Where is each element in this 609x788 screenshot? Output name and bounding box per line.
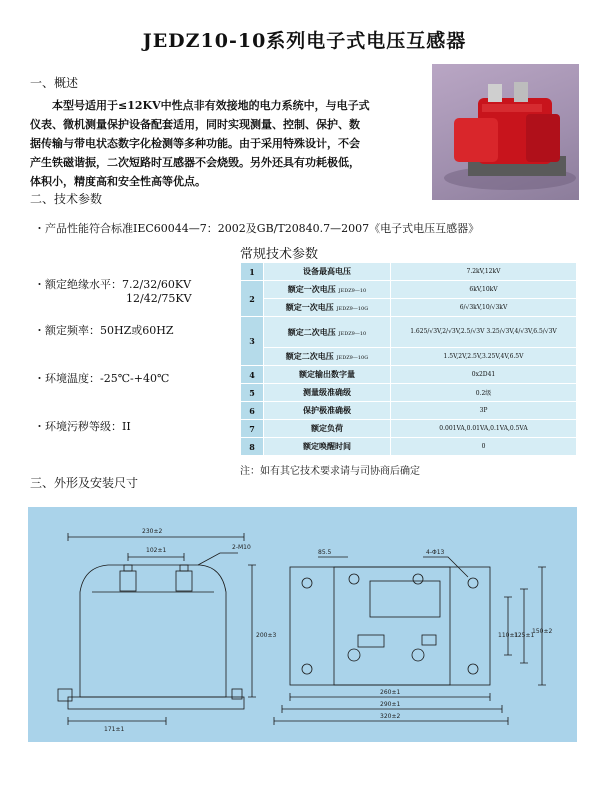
- param-name: 额定二次电压 JEDZ9—10G: [264, 348, 391, 366]
- row-number: 2: [241, 281, 264, 317]
- section-heading-dimensions: 三、外形及安装尺寸: [30, 476, 139, 490]
- dim-label: 4-Φ13: [426, 549, 445, 556]
- section-heading-overview: 一、概述: [30, 76, 79, 90]
- table-row: [241, 317, 577, 348]
- table-row: [241, 402, 577, 420]
- section-heading-specs: 二、技术参数: [30, 192, 103, 206]
- standard-compliance: ・产品性能符合标准IEC60044—7：2002及GB/T20840.7—2007《电子式电压互感器》: [34, 222, 480, 235]
- param-name: 设备最高电压: [264, 263, 391, 281]
- dim-label: 110±1: [498, 632, 519, 639]
- spec-table: [240, 262, 577, 456]
- overview-paragraph: [30, 96, 420, 191]
- param-name: 保护极准确极: [264, 402, 391, 420]
- param-name: 额定输出数字量: [264, 366, 391, 384]
- rated-frequency: ・额定频率：50HZ或60HZ: [34, 324, 174, 337]
- param-name: 额定负荷: [264, 420, 391, 438]
- param-value: 6kV,10kV: [391, 281, 577, 299]
- insulation-level-alt: 12/42/75KV: [126, 292, 192, 305]
- dim-label: 150±2: [532, 628, 553, 635]
- dim-label: 171±1: [104, 726, 125, 733]
- table-row: [241, 384, 577, 402]
- row-number: 8: [241, 438, 264, 456]
- param-value: 1.625/√3V,2/√3V,2.5/√3V 3.25/√3V,4/√3V,6.5/√3V: [391, 317, 577, 348]
- param-value: 7.2kV,12kV: [391, 263, 577, 281]
- row-number: 1: [241, 263, 264, 281]
- overview-line: 仪表、微机测量保护设备配套适用，同时实现测量、控制、保护、数: [30, 118, 360, 131]
- row-number: 5: [241, 384, 264, 402]
- table-row: [241, 299, 577, 317]
- dim-label: 85.5: [318, 549, 332, 556]
- ambient-temperature: ・环境温度：-25℃-+40℃: [34, 372, 170, 385]
- dim-label: 230±2: [142, 528, 163, 535]
- table-row: [241, 438, 577, 456]
- dim-label: 102±1: [146, 547, 167, 554]
- table-row: [241, 366, 577, 384]
- insulation-level: ・额定绝缘水平：7.2/32/60KV: [34, 278, 192, 291]
- param-name: 额定一次电压 JEDZ9—10: [264, 281, 391, 299]
- table-row: [241, 348, 577, 366]
- row-number: 3: [241, 317, 264, 366]
- dim-label: 125±1: [514, 632, 535, 639]
- page-title: JEDZ10-10系列电子式电压互感器: [142, 30, 467, 52]
- overview-line: 据传输与带电状态数字化检测等多种功能。由于采用特殊设计，不会: [30, 137, 360, 150]
- param-value: 0.2级: [391, 384, 577, 402]
- param-value: 3P: [391, 402, 577, 420]
- table-row: [241, 420, 577, 438]
- param-name: 额定唤醒时间: [264, 438, 391, 456]
- param-value: 1.5V,2V,2.5V,3.25V,4V,6.5V: [391, 348, 577, 366]
- drawing-svg: [28, 507, 577, 742]
- row-number: 4: [241, 366, 264, 384]
- product-photo: [432, 64, 579, 200]
- dim-label: 200±3: [256, 632, 277, 639]
- param-name: 额定二次电压 JEDZ9—10: [264, 317, 391, 348]
- table-title: 常规技术参数: [240, 247, 319, 262]
- table-note: 注：如有其它技术要求请与司协商后确定: [240, 466, 420, 477]
- param-name: 额定一次电压 JEDZ9—10G: [264, 299, 391, 317]
- table-row: [241, 281, 577, 299]
- overview-line: 本型号适用于≤12KV中性点非有效接地的电力系统中，与电子式: [52, 99, 370, 112]
- param-name: 测量级准确级: [264, 384, 391, 402]
- dim-label: 290±1: [380, 701, 401, 708]
- param-value: 6/√3kV,10/√3kV: [391, 299, 577, 317]
- pollution-level: ・环境污秽等级：II: [34, 420, 131, 433]
- dimension-drawing: [28, 507, 577, 742]
- row-number: 6: [241, 402, 264, 420]
- dim-label: 2-M10: [232, 544, 251, 551]
- table-row: [241, 263, 577, 281]
- dim-label: 260±1: [380, 689, 401, 696]
- transformer-image: [432, 64, 579, 200]
- dim-label: 320±2: [380, 713, 401, 720]
- param-value: 0.001VA,0.01VA,0.1VA,0.5VA: [391, 420, 577, 438]
- overview-line: 体积小，精度高和安全性高等优点。: [30, 175, 206, 188]
- row-number: 7: [241, 420, 264, 438]
- param-value: 0: [391, 438, 577, 456]
- param-value: 0x2D41: [391, 366, 577, 384]
- overview-line: 产生铁磁谐振，二次短路时互感器不会烧毁。另外还具有功耗极低，: [30, 156, 360, 169]
